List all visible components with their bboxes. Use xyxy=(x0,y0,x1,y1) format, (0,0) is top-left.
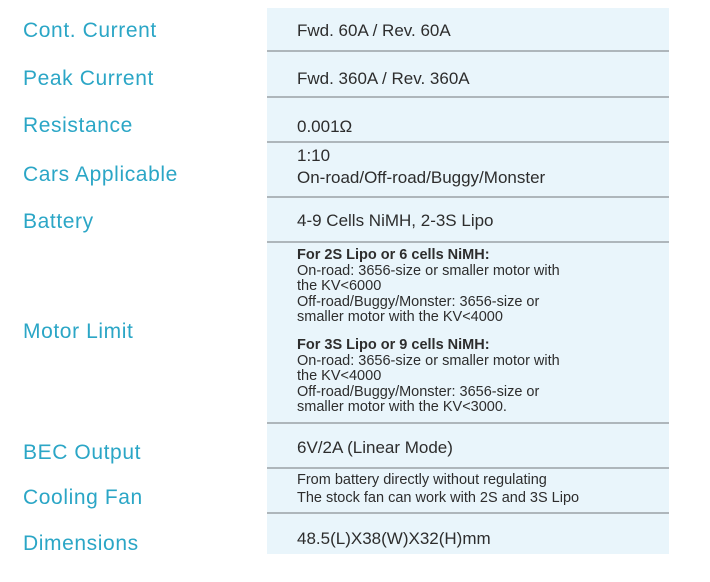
peak-current-value: Fwd. 360A / Rev. 360A xyxy=(297,69,470,88)
motor-limit-group-3s xyxy=(297,338,560,416)
dimensions-value: 48.5(L)X38(W)X32(H)mm xyxy=(297,529,491,548)
motor-limit-heading-2s: For 2S Lipo or 6 cells NiMH: xyxy=(297,247,490,263)
bec-output-label: BEC Output xyxy=(23,441,142,464)
battery-value: 4-9 Cells NiMH, 2-3S Lipo xyxy=(297,211,494,230)
bec-output-value: 6V/2A (Linear Mode) xyxy=(297,438,453,457)
row-divider xyxy=(267,467,669,469)
cooling-fan-value-line1: From battery directly without regulating xyxy=(297,472,547,488)
motor-limit-line: smaller motor with the KV<3000. xyxy=(297,399,507,415)
motor-limit-group-2s xyxy=(297,248,560,326)
battery-label: Battery xyxy=(23,210,94,233)
row-divider xyxy=(267,512,669,514)
motor-limit-line: On-road: 3656-size or smaller motor with xyxy=(297,262,560,279)
cont-current-label: Cont. Current xyxy=(23,19,157,42)
motor-limit-line: On-road: 3656-size or smaller motor with xyxy=(297,352,560,369)
peak-current-label: Peak Current xyxy=(23,67,154,90)
motor-limit-label: Motor Limit xyxy=(23,320,134,343)
motor-limit-heading-3s: For 3S Lipo or 9 cells NiMH: xyxy=(297,337,490,353)
motor-limit-line: Off-road/Buggy/Monster: 3656-size or xyxy=(297,383,540,400)
motor-limit-line: Off-road/Buggy/Monster: 3656-size or xyxy=(297,293,540,310)
cooling-fan-value-line2: The stock fan can work with 2S and 3S Lipo xyxy=(297,490,580,506)
cars-applicable-value-line1: 1:10 xyxy=(297,146,331,165)
row-divider xyxy=(267,196,669,198)
cooling-fan-label: Cooling Fan xyxy=(23,486,143,509)
cars-applicable-value-line2: On-road/Off-road/Buggy/Monster xyxy=(297,168,546,187)
motor-limit-line: smaller motor with the KV<4000 xyxy=(297,309,503,325)
row-divider xyxy=(267,141,669,143)
resistance-value: 0.001Ω xyxy=(297,117,353,136)
row-divider xyxy=(267,96,669,98)
cars-applicable-label: Cars Applicable xyxy=(23,163,178,186)
motor-limit-line: the KV<4000 xyxy=(297,368,382,384)
resistance-label: Resistance xyxy=(23,114,133,137)
motor-limit-line: the KV<6000 xyxy=(297,278,382,294)
row-divider xyxy=(267,241,669,243)
row-divider xyxy=(267,422,669,424)
cont-current-value: Fwd. 60A / Rev. 60A xyxy=(297,21,451,40)
row-divider xyxy=(267,50,669,52)
dimensions-label: Dimensions xyxy=(23,532,139,555)
